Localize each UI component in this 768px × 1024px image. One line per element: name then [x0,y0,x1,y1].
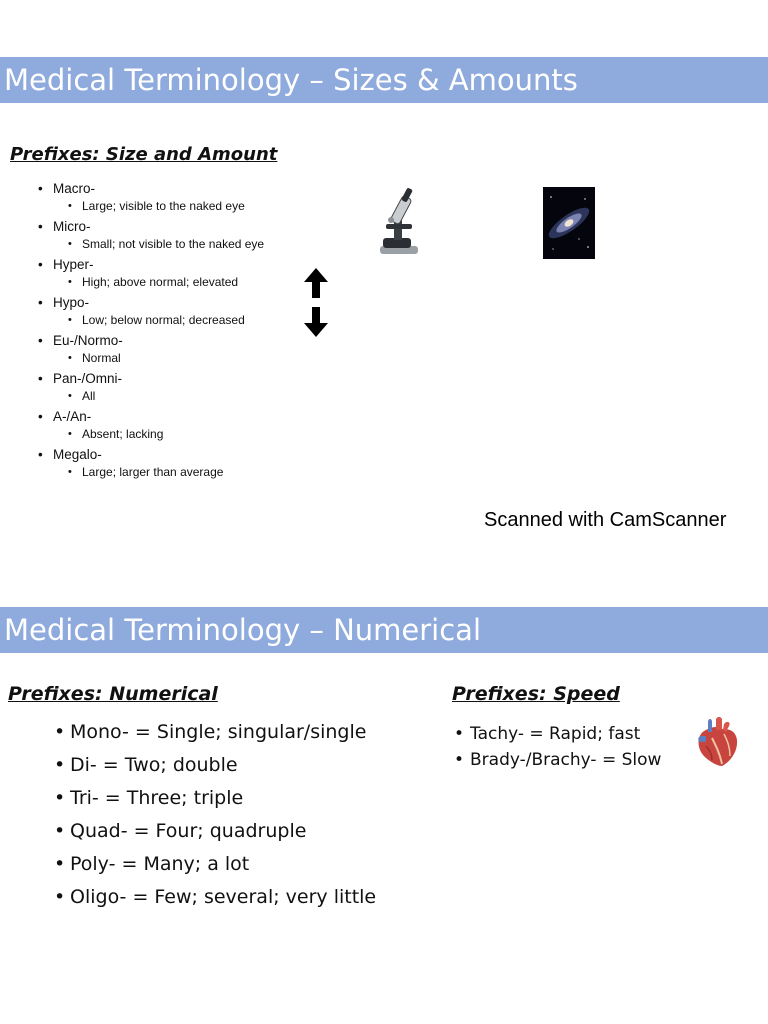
list-item: • Mono- = Single; singular/single [70,716,376,749]
list-item [38,332,264,366]
list-item [38,370,264,404]
numerical-list [70,716,376,914]
watermark-text: Scanned with CamScanner [484,509,727,531]
microscope-icon [378,186,422,258]
prefix-definition: • Small; not visible to the naked eye [68,236,264,252]
size-amount-heading: Prefixes: Size and Amount [10,144,278,165]
list-item: • Di- = Two; double [70,749,376,782]
list-item: • Oligo- = Few; several; very little [70,881,376,914]
prefix-definition: • Large; visible to the naked eye [68,198,264,214]
prefix-definition: • Absent; lacking [68,426,264,442]
list-item [38,408,264,442]
heart-icon [694,716,740,768]
prefix-definition: • High; above normal; elevated [68,274,264,290]
list-item: • Quad- = Four; quadruple [70,815,376,848]
prefix-term: • Macro- [38,180,264,198]
slide2-title: Medical Terminology – Numerical [0,607,768,653]
prefix-term: • A-/An- [38,408,264,426]
slide1-title: Medical Terminology – Sizes & Amounts [0,57,768,103]
prefix-term: • Pan-/Omni- [38,370,264,388]
list-item: • Tachy- = Rapid; fast [470,721,661,747]
prefix-term: • Eu-/Normo- [38,332,264,350]
list-item [38,256,264,290]
prefix-definition: • Large; larger than average [68,464,264,480]
prefix-term: • Hyper- [38,256,264,274]
list-item [38,294,264,328]
list-item [38,446,264,480]
size-amount-list [38,180,264,484]
prefix-term: • Megalo- [38,446,264,464]
numerical-heading: Prefixes: Numerical [8,683,218,705]
prefix-term: • Hypo- [38,294,264,312]
galaxy-icon [543,187,595,259]
arrow-up-icon [303,268,329,298]
prefix-term: • Micro- [38,218,264,236]
speed-heading: Prefixes: Speed [452,683,620,705]
prefix-definition: • All [68,388,264,404]
list-item [38,218,264,252]
list-item: • Poly- = Many; a lot [70,848,376,881]
prefix-definition: • Normal [68,350,264,366]
arrow-down-icon [303,307,329,337]
speed-list [470,721,661,773]
prefix-definition: • Low; below normal; decreased [68,312,264,328]
list-item [38,180,264,214]
list-item: • Brady-/Brachy- = Slow [470,747,661,773]
list-item: • Tri- = Three; triple [70,782,376,815]
